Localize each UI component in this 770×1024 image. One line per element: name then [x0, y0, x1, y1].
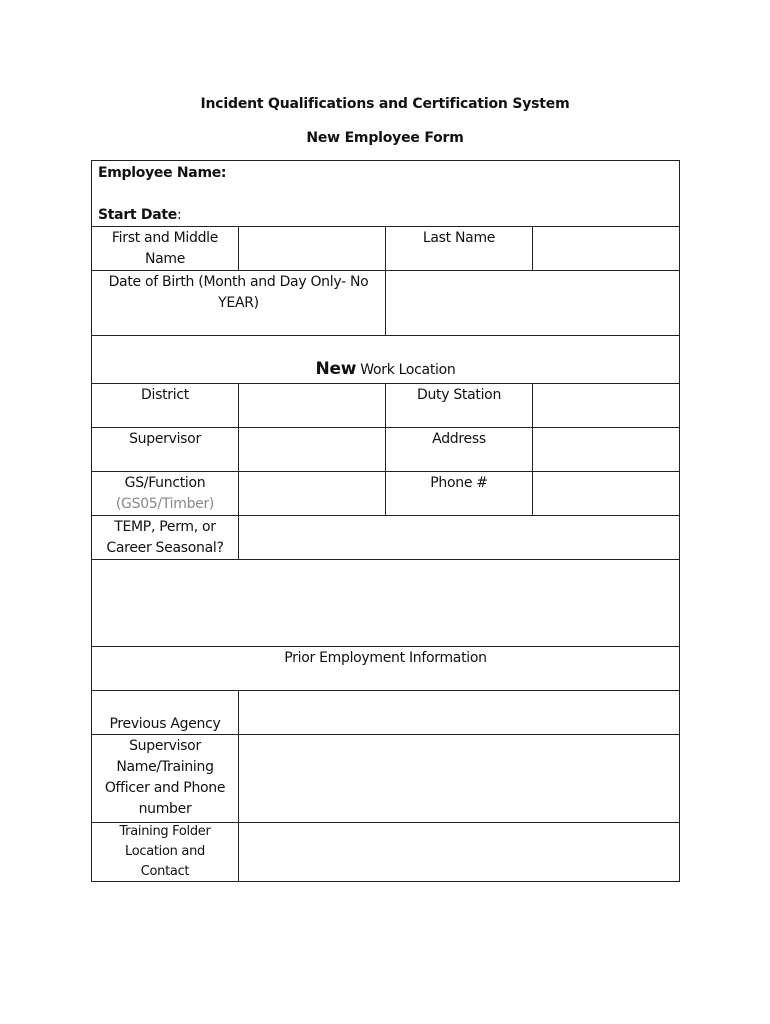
last-name-label: Last Name: [422, 230, 496, 246]
employee-name-label: Employee Name:: [98, 165, 227, 181]
previous-agency-label: Previous Agency: [109, 716, 221, 732]
form-subtitle: New Employee Form: [306, 130, 464, 146]
prior-employment-heading: Prior Employment Information: [284, 650, 487, 666]
form-title: Incident Qualifications and Certification System: [200, 96, 570, 112]
table-border-top: [91, 160, 680, 161]
address-label: Address: [432, 431, 486, 447]
last-name-field[interactable]: [533, 227, 679, 270]
first-middle-name-label: First and Middle Name: [111, 230, 219, 267]
phone-field[interactable]: [533, 472, 679, 515]
supervisor-field[interactable]: [239, 428, 385, 471]
district-label: District: [141, 387, 189, 403]
gs-function-label: GS/Function (GS05/Timber): [92, 473, 238, 515]
gs-function-field[interactable]: [239, 472, 385, 515]
table-border-right: [679, 160, 680, 882]
supervisor-contact-label: Supervisor Name/Training Officer and Phone number: [104, 738, 226, 817]
gs-function-example: (GS05/Timber): [115, 496, 215, 512]
training-folder-field[interactable]: [239, 823, 679, 881]
row-divider: [91, 646, 680, 647]
training-folder-label: Training Folder Location and Contact: [119, 824, 211, 879]
date-of-birth-label: Date of Birth (Month and Day Only- No YEAR): [108, 274, 369, 311]
date-of-birth-field[interactable]: [386, 271, 679, 335]
duty-station-field[interactable]: [533, 384, 679, 427]
start-date-label: Start Date:: [98, 207, 182, 223]
first-middle-name-field[interactable]: [239, 227, 385, 270]
district-field[interactable]: [239, 384, 385, 427]
row-divider: [91, 335, 680, 336]
previous-agency-field[interactable]: [239, 691, 679, 734]
employment-type-label: TEMP, Perm, or Career Seasonal?: [106, 519, 224, 556]
supervisor-label: Supervisor: [129, 431, 201, 447]
work-location-heading: New Work Location: [315, 359, 456, 379]
employment-type-field[interactable]: [239, 516, 679, 559]
row-divider: [91, 559, 680, 560]
address-field[interactable]: [533, 428, 679, 471]
phone-label: Phone #: [430, 475, 488, 491]
duty-station-label: Duty Station: [416, 387, 502, 403]
supervisor-contact-field[interactable]: [239, 735, 679, 822]
